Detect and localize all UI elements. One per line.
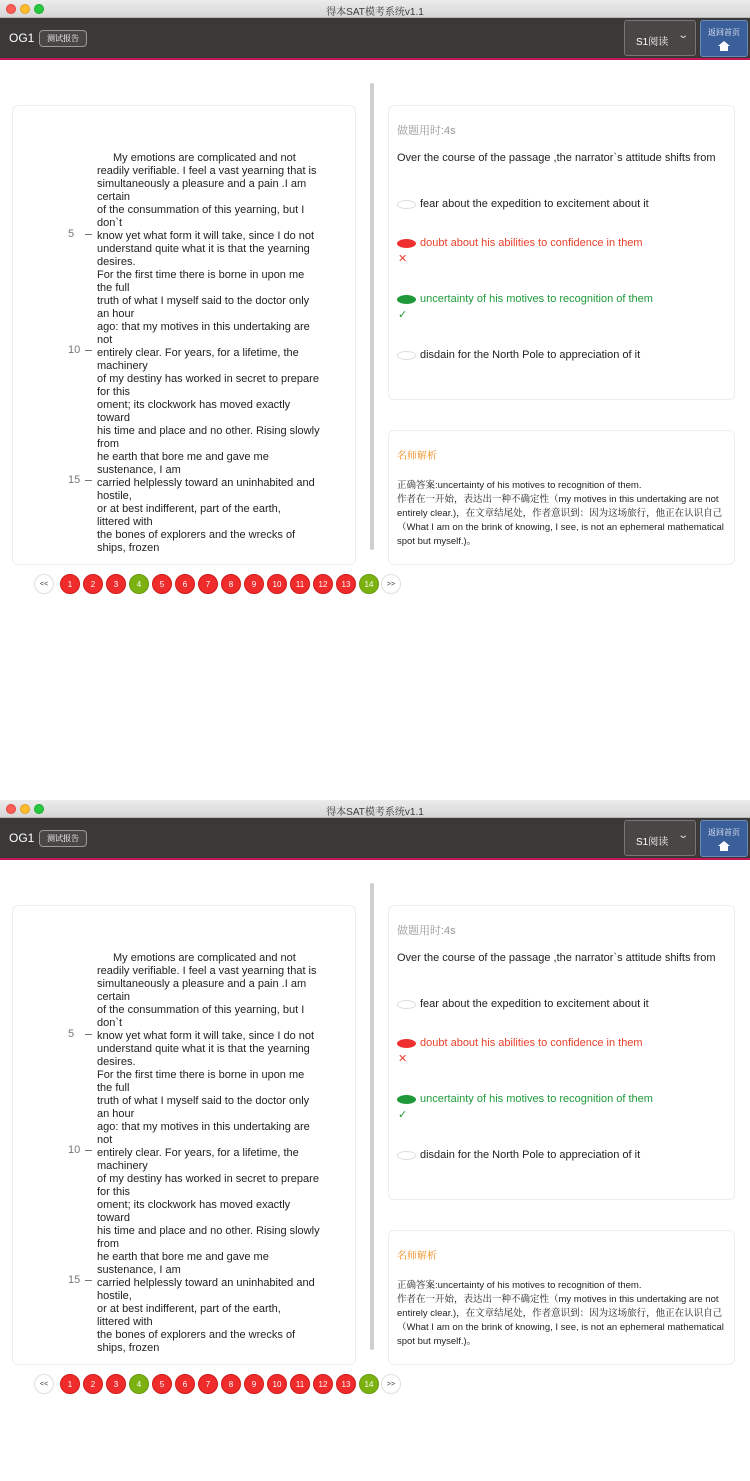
passage-line: of my destiny has worked in secret to prepare	[97, 1173, 319, 1185]
passage-line: his time and place and no other. Rising slowly	[97, 1225, 320, 1237]
passage-line: know yet what form it will take, since I do not	[97, 1030, 315, 1042]
explanation-title: 名师解析	[397, 1251, 437, 1262]
option-text: doubt about his abilities to confidence in them	[420, 237, 643, 249]
passage-line: hostile,	[97, 1290, 132, 1302]
question-page-button[interactable]: 13	[336, 1374, 356, 1394]
option-radio[interactable]	[397, 1039, 416, 1048]
explanation-text	[397, 1279, 727, 1349]
question-page-button[interactable]: 4	[129, 574, 149, 594]
question-page-button[interactable]: 7	[198, 574, 218, 594]
question-panel	[388, 105, 735, 400]
passage-line: of the consummation of this yearning, but I	[97, 1004, 305, 1016]
passage-line: truth of what I myself said to the doctor only	[97, 1095, 310, 1107]
passage-line: certain	[97, 991, 131, 1003]
passage-line: the bones of explorers and the wrecks of	[97, 529, 296, 541]
panel-scrollbar[interactable]	[370, 883, 374, 1350]
passage-line: sustenance, I am	[97, 1264, 181, 1276]
passage-line: not	[97, 1134, 113, 1146]
chevron-down-icon: ⌄	[676, 30, 689, 41]
passage-line: from	[97, 1238, 119, 1250]
passage-line: littered with	[97, 516, 153, 528]
app-header	[0, 818, 750, 860]
passage-line: certain	[97, 191, 131, 203]
home-button[interactable]	[700, 20, 748, 57]
question-page-button[interactable]: 8	[221, 1374, 241, 1394]
question-page-button[interactable]: 7	[198, 1374, 218, 1394]
section-select[interactable]	[624, 820, 696, 856]
passage-line: he earth that bore me and gave me	[97, 1251, 269, 1263]
passage-line: readily verifiable. I feel a vast yearning that is	[97, 165, 317, 177]
passage-line: oment; its clockwork has moved exactly	[97, 399, 291, 411]
passage-line: ships, frozen	[97, 542, 160, 554]
home-button-label: 返回首页	[708, 828, 740, 837]
passage-line: ago: that my motives in this undertaking are	[97, 1121, 310, 1133]
passage-line: oment; its clockwork has moved exactly	[97, 1199, 291, 1211]
passage-line: an hour	[97, 308, 135, 320]
passage-line: truth of what I myself said to the doctor only	[97, 295, 310, 307]
passage-line: understand quite what it is that the yearning	[97, 1043, 310, 1055]
passage-line: carried helplessly toward an uninhabited and	[97, 1277, 315, 1289]
passage-line: hostile,	[97, 490, 132, 502]
passage-line: understand quite what it is that the yearning	[97, 243, 310, 255]
question-page-button[interactable]: 3	[106, 1374, 126, 1394]
passage-line: desires.	[97, 1056, 136, 1068]
question-page-button[interactable]: 2	[83, 1374, 103, 1394]
line-number: 5	[68, 1028, 75, 1040]
passage-panel[interactable]	[12, 905, 356, 1365]
line-number: 15	[68, 1274, 81, 1286]
option-radio[interactable]	[397, 295, 416, 304]
window-titlebar	[0, 800, 750, 818]
correct-answer-text: 正确答案:uncertainty of his motives to recognition of them.	[397, 1280, 642, 1291]
explanation-panel	[388, 1230, 735, 1365]
passage-line: ago: that my motives in this undertaking are	[97, 321, 310, 333]
home-button[interactable]	[700, 820, 748, 857]
passage-line: know yet what form it will take, since I do not	[97, 230, 315, 242]
app-screenshot	[0, 800, 750, 1403]
window-titlebar	[0, 0, 750, 18]
passage-line: My emotions are complicated and not	[113, 152, 296, 164]
question-page-button[interactable]: 4	[129, 1374, 149, 1394]
passage-line: ships, frozen	[97, 1342, 160, 1354]
passage-line: For the first time there is borne in upon me	[97, 1069, 305, 1081]
question-page-button[interactable]: 2	[83, 574, 103, 594]
question-page-button[interactable]: 9	[244, 574, 264, 594]
passage-line: the full	[97, 282, 130, 294]
option-text: disdain for the North Pole to appreciation of it	[420, 1149, 641, 1161]
wrong-icon: ✕	[398, 1053, 408, 1065]
passage-line: the full	[97, 1082, 130, 1094]
line-number: 15	[68, 474, 81, 486]
passage-line: toward	[97, 412, 131, 424]
question-panel	[388, 905, 735, 1200]
prev-page-button[interactable]: <<	[34, 574, 54, 594]
check-icon: ✓	[398, 1109, 408, 1121]
line-number: 10	[68, 344, 81, 356]
option-text: uncertainty of his motives to recognition of them	[420, 293, 653, 305]
passage-line: entirely clear. For years, for a lifetime, the	[97, 1147, 299, 1159]
window-title: 得本SAT模考系统v1.1	[326, 7, 424, 18]
elapsed-time: 做题用时:4s	[397, 125, 456, 137]
test-name: OG1	[9, 31, 35, 45]
question-page-button[interactable]: 10	[267, 574, 287, 594]
explanation-panel	[388, 430, 735, 565]
window-title: 得本SAT模考系统v1.1	[326, 807, 424, 818]
test-name: OG1	[9, 831, 35, 845]
passage-line: the bones of explorers and the wrecks of	[97, 1329, 296, 1341]
explanation-title: 名师解析	[397, 451, 437, 462]
passage-line: readily verifiable. I feel a vast yearning that is	[97, 965, 317, 977]
line-number: 10	[68, 1144, 81, 1156]
question-page-button[interactable]: 12	[313, 574, 333, 594]
home-icon	[718, 41, 730, 51]
question-stem: Over the course of the passage ,the narrator`s attitude shifts from	[397, 952, 716, 964]
app-header	[0, 18, 750, 60]
section-select-value: S1阅读	[636, 837, 669, 848]
section-select[interactable]	[624, 20, 696, 56]
question-page-button[interactable]: 12	[313, 1374, 333, 1394]
test-report-button[interactable]: 测试报告	[39, 30, 87, 47]
question-page-button[interactable]: 8	[221, 574, 241, 594]
passage-line: littered with	[97, 1316, 153, 1328]
passage-line: of the consummation of this yearning, but I	[97, 204, 305, 216]
line-number: 5	[68, 228, 75, 240]
question-page-button[interactable]: 3	[106, 574, 126, 594]
question-page-button[interactable]: 14	[359, 1374, 379, 1394]
wrong-icon: ✕	[398, 253, 408, 265]
explanation-text	[397, 479, 727, 549]
passage-line: entirely clear. For years, for a lifetime, the	[97, 347, 299, 359]
passage-line: don`t	[97, 1017, 123, 1029]
question-page-button[interactable]: 11	[290, 1374, 310, 1394]
passage-text	[97, 952, 347, 1355]
passage-line: sustenance, I am	[97, 464, 181, 476]
passage-line: toward	[97, 1212, 131, 1224]
option-text: fear about the expedition to excitement about it	[420, 998, 649, 1010]
passage-line: or at best indifferent, part of the earth,	[97, 1303, 281, 1315]
next-page-button[interactable]: >>	[381, 574, 401, 594]
question-stem: Over the course of the passage ,the narrator`s attitude shifts from	[397, 152, 716, 164]
option-text: uncertainty of his motives to recognition of them	[420, 1093, 653, 1105]
option-radio[interactable]	[397, 1151, 416, 1160]
check-icon: ✓	[398, 309, 408, 321]
question-page-button[interactable]: 1	[60, 574, 80, 594]
passage-line: an hour	[97, 1108, 135, 1120]
chevron-down-icon: ⌄	[676, 830, 689, 841]
panel-scrollbar[interactable]	[370, 83, 374, 550]
option-radio[interactable]	[397, 200, 416, 209]
passage-line: simultaneously a pleasure and a pain .I am	[97, 178, 307, 190]
correct-answer-text: 正确答案:uncertainty of his motives to recognition of them.	[397, 480, 642, 491]
question-page-button[interactable]: 11	[290, 574, 310, 594]
passage-line: simultaneously a pleasure and a pain .I am	[97, 978, 307, 990]
passage-panel[interactable]	[12, 105, 356, 565]
option-text: doubt about his abilities to confidence in them	[420, 1037, 643, 1049]
option-radio[interactable]	[397, 1000, 416, 1009]
option-text: disdain for the North Pole to appreciation of it	[420, 349, 641, 361]
option-text: fear about the expedition to excitement about it	[420, 198, 649, 210]
question-page-button[interactable]: 10	[267, 1374, 287, 1394]
passage-line: carried helplessly toward an uninhabited and	[97, 477, 315, 489]
home-icon	[718, 841, 730, 851]
question-page-button[interactable]: 9	[244, 1374, 264, 1394]
elapsed-time: 做题用时:4s	[397, 925, 456, 937]
passage-line: My emotions are complicated and not	[113, 952, 296, 964]
passage-line: his time and place and no other. Rising slowly	[97, 425, 320, 437]
passage-line: not	[97, 334, 113, 346]
passage-line: of my destiny has worked in secret to prepare	[97, 373, 319, 385]
option-radio[interactable]	[397, 351, 416, 360]
passage-line: machinery	[97, 360, 148, 372]
question-page-button[interactable]: 13	[336, 574, 356, 594]
passage-line: for this	[97, 386, 131, 398]
question-page-button[interactable]: 6	[175, 1374, 195, 1394]
app-screenshot	[0, 0, 750, 603]
home-button-label: 返回首页	[708, 28, 740, 37]
prev-page-button[interactable]: <<	[34, 1374, 54, 1394]
passage-line: or at best indifferent, part of the earth,	[97, 503, 281, 515]
question-page-button[interactable]: 6	[175, 574, 195, 594]
passage-line: machinery	[97, 1160, 148, 1172]
passage-line: don`t	[97, 217, 123, 229]
option-radio[interactable]	[397, 1095, 416, 1104]
question-page-button[interactable]: 1	[60, 1374, 80, 1394]
passage-line: for this	[97, 1186, 131, 1198]
passage-line: For the first time there is borne in upon me	[97, 269, 305, 281]
question-page-button[interactable]: 5	[152, 574, 172, 594]
passage-line: from	[97, 438, 119, 450]
passage-text	[97, 152, 347, 555]
explanation-body: 作者在一开始，表达出一种不确定性（my motives in this undertaking are not entirely clear.)，在文章结尾处，作者意识到：因为这场旅行，他正在认识自己（What I am on the brink of knowing, I see, is not an ephemeral mathematical spot but myself.)。	[397, 494, 724, 547]
question-page-button[interactable]: 5	[152, 1374, 172, 1394]
passage-line: desires.	[97, 256, 136, 268]
passage-line: he earth that bore me and gave me	[97, 451, 269, 463]
question-page-button[interactable]: 14	[359, 574, 379, 594]
option-radio[interactable]	[397, 239, 416, 248]
explanation-body: 作者在一开始，表达出一种不确定性（my motives in this undertaking are not entirely clear.)，在文章结尾处，作者意识到：因为这场旅行，他正在认识自己（What I am on the brink of knowing, I see, is not an ephemeral mathematical spot but myself.)。	[397, 1294, 724, 1347]
section-select-value: S1阅读	[636, 37, 669, 48]
next-page-button[interactable]: >>	[381, 1374, 401, 1394]
test-report-button[interactable]: 测试报告	[39, 830, 87, 847]
